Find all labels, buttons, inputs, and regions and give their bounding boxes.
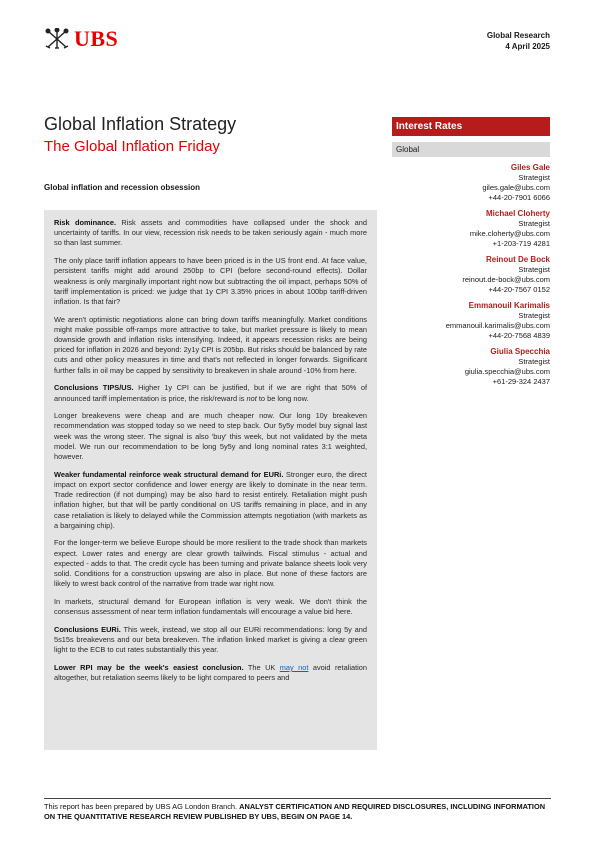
- analyst-name: Giles Gale: [510, 163, 550, 172]
- report-title: Global Inflation Strategy: [44, 114, 237, 134]
- analyst-role: Strategist: [518, 173, 550, 182]
- analyst-card: [392, 301, 550, 341]
- paragraph-lead: Weaker fundamental reinforce weak structural demand for EURi.: [54, 469, 284, 479]
- sidebar: [392, 117, 550, 387]
- ubs-logo: [44, 26, 118, 52]
- analyst-phone: +1-203-719 4281: [492, 239, 550, 248]
- paragraph-lead: Risk dominance.: [54, 218, 117, 227]
- paragraph: Longer breakevens were cheap and are much cheaper now. Our long 10y breakeven recommendation was stopped today so we need to step back. Our 5y5y model buy signal last week was the wrong steer. The signal is also 'buy' this week, but not validated by the meta model. We run our recommendation to be long 5y5y and long nominal rates 3:1 weighted, however.: [54, 411, 367, 462]
- report-date: 4 April 2025: [505, 42, 550, 51]
- paragraph: The only place tariff inflation appears to have been priced is in the US front end. At face value, persistent tariffs might add around 250bp to CPI (before second-round effects). Dollar weakness is only marginally important right now but subtracting the oil impact, perhaps 50% of tariff implementation is priced: we judge that 1y CPI 3.35% prices in about 100bp tariff-driven inflation. Is that fair?: [54, 256, 367, 306]
- sector-banner: Interest Rates: [392, 117, 550, 136]
- analyst-phone: +61-29-324 2437: [492, 377, 550, 386]
- paragraph: [54, 470, 367, 531]
- ubs-keys-icon: [44, 28, 70, 50]
- footer-text: This report has been prepared by UBS AG London Branch.: [44, 802, 240, 811]
- paragraph: [54, 625, 367, 656]
- paragraph-text: Stronger euro, the direct impact on export sector confidence and lower energy are likely to dominate in the near term. Trade redirection (if not dumping) may be also hard to resist entirely. Retaliation might push inflation higher, but that will be partly conditional on US tariffs remaining in place, and in any case retaliation is likely to delayed while the Commission attempts negotiation (with markets as a bargaining chip).: [54, 469, 367, 530]
- analyst-email[interactable]: mike.cloherty@ubs.com: [469, 229, 550, 238]
- analyst-role: Strategist: [518, 357, 550, 366]
- paragraph-text: to be long now.: [256, 393, 309, 403]
- analyst-email[interactable]: reinout.de-bock@ubs.com: [462, 275, 550, 284]
- paragraph: [54, 663, 367, 683]
- footer-divider: [44, 798, 551, 799]
- analyst-email[interactable]: giulia.specchia@ubs.com: [464, 367, 550, 376]
- analyst-card: [392, 347, 550, 387]
- analyst-name: Reinout De Bock: [485, 255, 550, 264]
- paragraph: In markets, structural demand for European inflation is very weak. We don't think the consensus assessment of near term inflation fundamentals will encourage a value bid here.: [54, 597, 367, 617]
- summary-box: [44, 210, 377, 750]
- analyst-phone: +44-20-7568 4839: [488, 331, 550, 340]
- paragraph-text: Higher 1y CPI can be justified, but if we are right that 50% of announced tariff implementation is price, the risk/reward is: [54, 383, 368, 403]
- logo-wordmark: UBS: [74, 26, 119, 51]
- analyst-phone: +44-20-7567 0152: [488, 285, 550, 294]
- paragraph-text: The UK: [243, 663, 280, 673]
- paragraph: For the longer-term we believe Europe should be more resilient to the trade shock than markets expect. Lower rates and energy are clear growth tailwinds. Fiscal stimulus - actual and expected - adds to that. The credit cycle has been turning and private balance sheets look very solid. Conditions for a construction upswing are also in place. But none of these factors are likely to wrest back control of the narrative from trade war right now.: [54, 538, 367, 589]
- analyst-role: Strategist: [518, 311, 550, 320]
- region-label: Global: [392, 142, 550, 157]
- header-meta: [487, 30, 550, 52]
- analyst-card: [392, 209, 550, 249]
- paragraph: [54, 218, 367, 249]
- analyst-card: [392, 255, 550, 295]
- emphasis-text: not: [246, 393, 257, 403]
- paragraph-lead: Lower RPI may be the week's easiest conclusion.: [54, 663, 244, 673]
- paragraph-text: This week, instead, we stop all our EURi recommendations: long 5y and 5s15s breakevens and our beta breakeven. The inflation linked market is giving a clear green light to the ECB to cut rates substantially this year.: [54, 624, 367, 655]
- analyst-name: Michael Cloherty: [485, 209, 550, 218]
- report-tagline: Global inflation and recession obsession: [44, 183, 201, 192]
- analyst-role: Strategist: [518, 219, 550, 228]
- may-not-link[interactable]: may not: [279, 663, 309, 673]
- analyst-name: Giulia Specchia: [490, 347, 550, 356]
- paragraph-text: Risk assets and commodities have collapsed under the shock and uncertainty of tariffs. In our view, recession risk needs to be taken seriously again - much more so than last summer.: [54, 218, 367, 248]
- report-subtitle: The Global Inflation Friday: [44, 138, 220, 155]
- analyst-role: Strategist: [518, 265, 550, 274]
- paragraph-lead: Conclusions TIPS/US.: [54, 383, 134, 393]
- analyst-name: Emmanouil Karimalis: [468, 301, 550, 310]
- disclosure-footer: [44, 802, 554, 821]
- analyst-email[interactable]: giles.gale@ubs.com: [482, 183, 550, 192]
- paragraph-text: avoid retaliation altogether, but retaliation seems likely to be light compared to peers and: [54, 663, 367, 683]
- paragraph: We aren't optimistic negotiations alone can bring down tariffs meaningfully. Market conditions might make possible off-ramps more attractive to take, but market pressure is likely to mean downside growth and inflation risks intensifying. Indeed, it appears recession risks are being priced for inflation in 2026 and beyond: 2y1y CPI is 205bp. But risks should be balanced by rate cuts and other policy measures in time and that's not reflected in longer forwards. Significant further falls in oil may be capped by sensitivity to breakeven in shale around -10% from here.: [54, 314, 367, 375]
- paragraph-lead: Conclusions EURi.: [54, 624, 121, 634]
- analyst-email[interactable]: emmanouil.karimalis@ubs.com: [445, 321, 550, 330]
- analyst-card: [392, 163, 550, 203]
- footer-disclosure-text: ANALYST CERTIFICATION AND REQUIRED DISCLOSURES, INCLUDING INFORMATION ON THE QUANTITATIVE RESEARCH REVIEW PUBLISHED BY UBS, BEGIN ON PAGE 14.: [44, 802, 546, 821]
- paragraph: [54, 383, 367, 403]
- analyst-phone: +44-20-7901 6066: [488, 193, 550, 202]
- department-label: Global Research: [486, 31, 550, 40]
